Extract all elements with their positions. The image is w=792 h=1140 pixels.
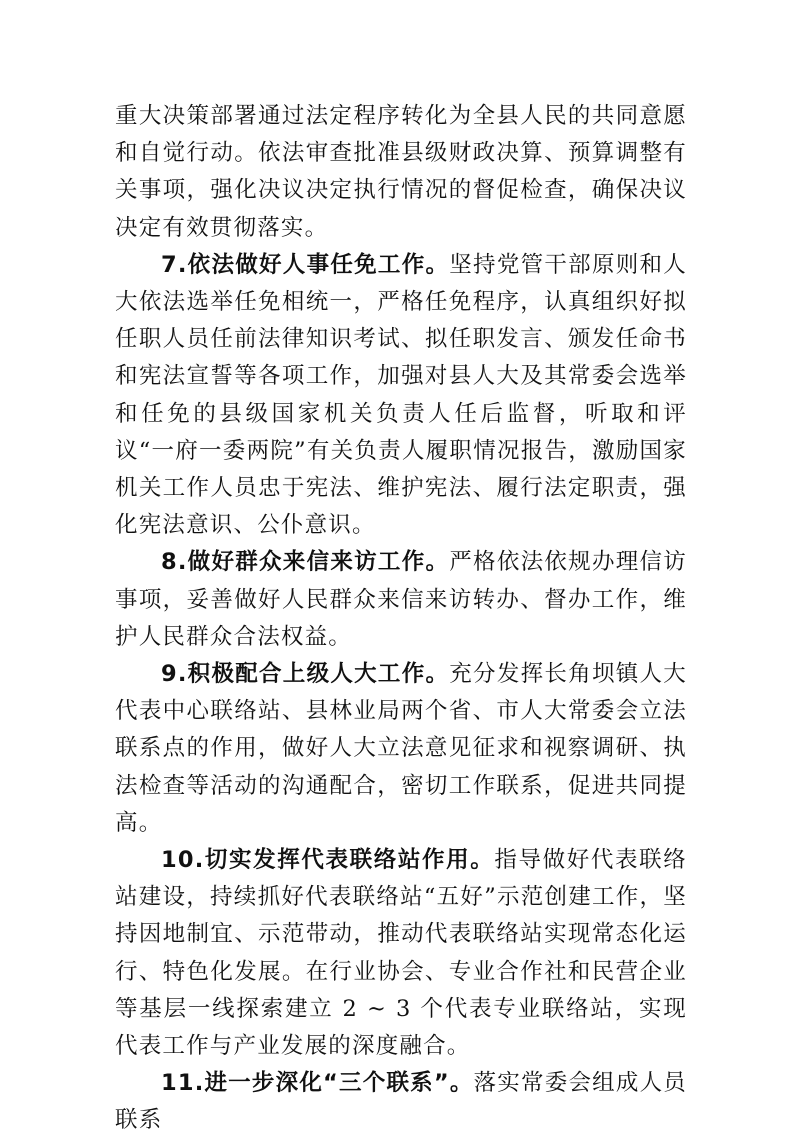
paragraph-body: 指导做好代表联络站建设，持续抓好代表联络站“五好”示范创建工作，坚持因地制宜、示范带动，推动代表联络站实现常态化运行、特色化发展。在行业协会、专业合作社和民营企业等基层一线探索建立 2 ~ 3 个代表专业联络站，实现代表工作与产业发展的深度融合。 <box>115 847 687 1060</box>
paragraph-heading: 10.切实发挥代表联络站作用。 <box>161 847 495 874</box>
paragraph-heading: 7.依法做好人事任免工作。 <box>161 251 450 278</box>
paragraph-body: 重大决策部署通过法定程序转化为全县人民的共同意愿和自觉行动。依法审查批准县级财政决算、预算调整有关事项，强化决议决定执行情况的督促检查，确保决议决定有效贯彻落实。 <box>115 103 687 241</box>
paragraph-body: 落实常委会组成人员联系 <box>115 1070 687 1134</box>
paragraph-item-11 <box>115 1065 687 1139</box>
paragraph-heading: 11.进一步深化“三个联系”。 <box>161 1070 474 1097</box>
paragraph-item-7 <box>115 247 687 545</box>
paragraph-continuation <box>115 98 687 247</box>
paragraph-item-9 <box>115 656 687 842</box>
paragraph-body: 充分发挥长角坝镇人大代表中心联络站、县林业局两个省、市人大常委会立法联系点的作用，做好人大立法意见征求和视察调研、执法检查等活动的沟通配合，密切工作联系，促进共同提高。 <box>115 661 687 836</box>
paragraph-item-8 <box>115 544 687 656</box>
document-page <box>115 98 687 1140</box>
paragraph-item-10 <box>115 842 687 1065</box>
paragraph-heading: 9.积极配合上级人大工作。 <box>161 661 450 688</box>
paragraph-body: 坚持党管干部原则和人大依法选举任免相统一，严格任免程序，认真组织好拟任职人员任前法律知识考试、拟任职发言、颁发任命书和宪法宣誓等各项工作，加强对县人大及其常委会选举和任免的县级国家机关负责人任后监督，听取和评议“一府一委两院”有关负责人履职情况报告，激励国家机关工作人员忠于宪法、维护宪法、履行法定职责，强化宪法意识、公仆意识。 <box>115 251 687 539</box>
paragraph-body: 严格依法依规办理信访事项，妥善做好人民群众来信来访转办、督办工作，维护人民群众合法权益。 <box>115 549 687 650</box>
paragraph-heading: 8.做好群众来信来访工作。 <box>161 549 450 576</box>
